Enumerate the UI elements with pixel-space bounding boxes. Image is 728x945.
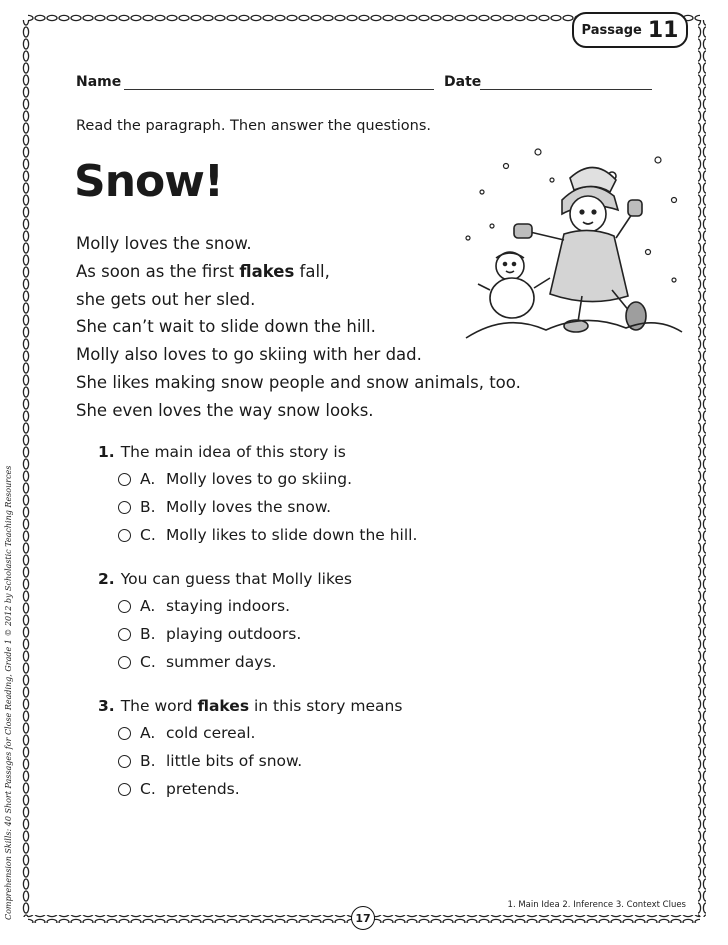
question-prompt: in this story means xyxy=(249,697,403,715)
option-text: summer days. xyxy=(166,653,277,671)
option-text: cold cereal. xyxy=(166,724,256,742)
paragraph-text: fall, xyxy=(294,261,330,281)
answer-option[interactable] xyxy=(118,470,352,488)
answer-option[interactable] xyxy=(118,653,276,671)
passage-badge xyxy=(572,12,688,48)
radio-circle-icon[interactable] xyxy=(118,727,131,740)
answer-option[interactable] xyxy=(118,780,240,798)
answer-option[interactable] xyxy=(118,625,301,643)
paragraph-line: Molly loves the snow. xyxy=(76,234,252,253)
question-prompt: The main idea of this story is xyxy=(120,443,346,461)
paragraph-line: she gets out her sled. xyxy=(76,289,256,309)
paragraph-text: As soon as the first xyxy=(76,261,240,281)
passage-label: Passage xyxy=(581,22,642,38)
option-letter: B. xyxy=(140,752,156,770)
paragraph-line xyxy=(76,258,521,286)
date-label: Date xyxy=(444,74,482,90)
paragraph-line: She can’t wait to slide down the hill. xyxy=(76,317,376,337)
passage-paragraph xyxy=(76,230,521,425)
option-letter: B. xyxy=(140,625,156,643)
paragraph-line: She likes making snow people and snow animals, too. xyxy=(76,372,521,392)
name-field[interactable] xyxy=(124,89,434,90)
page-number: 17 xyxy=(351,906,375,930)
radio-circle-icon[interactable] xyxy=(118,529,131,542)
name-label: Name xyxy=(76,74,122,90)
date-field[interactable] xyxy=(480,89,652,90)
question-1 xyxy=(98,443,346,461)
option-text: Molly loves to go skiing. xyxy=(166,470,353,488)
skills-list: 1. Main Idea 2. Inference 3. Context Clues xyxy=(507,900,686,910)
option-letter: B. xyxy=(140,498,156,516)
side-credit: Comprehension Skills: 40 Short Passages for Close Reading, Grade 1 © 2012 by Scholastic Teaching Resources xyxy=(4,465,13,920)
radio-circle-icon[interactable] xyxy=(118,600,131,613)
answer-option[interactable] xyxy=(118,526,417,544)
passage-title: Snow! xyxy=(74,156,223,207)
answer-option[interactable] xyxy=(118,752,302,770)
answer-option[interactable] xyxy=(118,597,290,615)
option-text: staying indoors. xyxy=(166,597,291,615)
question-number: 2. xyxy=(98,570,115,588)
option-letter: A. xyxy=(140,597,156,615)
option-text: pretends. xyxy=(166,780,240,798)
answer-option[interactable] xyxy=(118,724,255,742)
question-prompt: The word xyxy=(120,697,198,715)
radio-circle-icon[interactable] xyxy=(118,473,131,486)
radio-circle-icon[interactable] xyxy=(118,501,131,514)
option-text: little bits of snow. xyxy=(166,752,303,770)
radio-circle-icon[interactable] xyxy=(118,755,131,768)
question-prompt: You can guess that Molly likes xyxy=(120,570,352,588)
option-letter: C. xyxy=(140,526,156,544)
answer-option[interactable] xyxy=(118,498,331,516)
option-letter: C. xyxy=(140,780,156,798)
radio-circle-icon[interactable] xyxy=(118,783,131,796)
option-text: playing outdoors. xyxy=(166,625,302,643)
option-text: Molly likes to slide down the hill. xyxy=(166,526,418,544)
passage-number: 11 xyxy=(647,17,679,43)
radio-circle-icon[interactable] xyxy=(118,656,131,669)
instructions: Read the paragraph. Then answer the questions. xyxy=(76,118,432,134)
option-letter: C. xyxy=(140,653,156,671)
option-text: Molly loves the snow. xyxy=(166,498,331,516)
question-2 xyxy=(98,570,352,588)
paragraph-line: Molly also loves to go skiing with her dad. xyxy=(76,345,422,365)
option-letter: A. xyxy=(140,470,156,488)
question-3 xyxy=(98,697,402,715)
vocab-word-flakes: flakes xyxy=(239,261,295,281)
radio-circle-icon[interactable] xyxy=(118,628,131,641)
question-number: 1. xyxy=(98,443,115,461)
option-letter: A. xyxy=(140,724,156,742)
paragraph-line: She even loves the way snow looks. xyxy=(76,400,374,420)
question-number: 3. xyxy=(98,697,115,715)
vocab-word-flakes: flakes xyxy=(197,697,250,715)
